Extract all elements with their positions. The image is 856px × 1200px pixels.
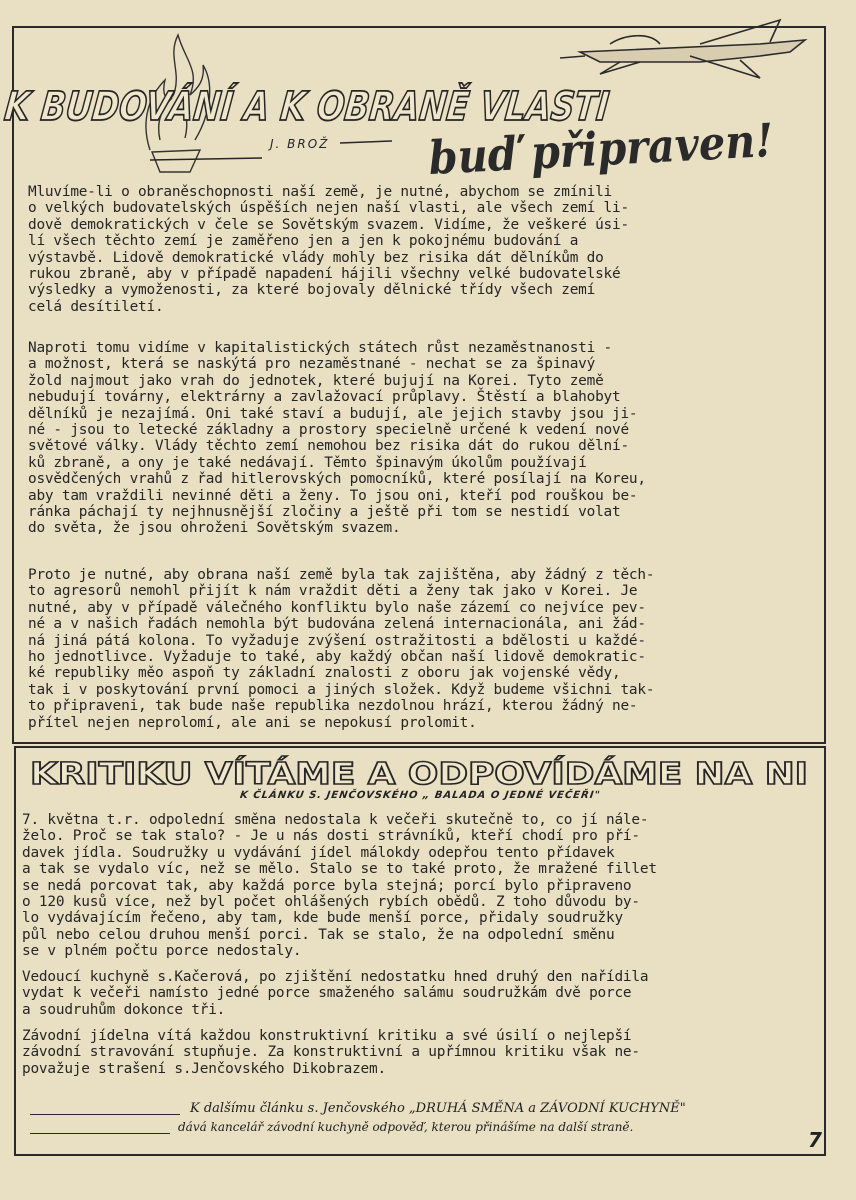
jet-airplane-icon <box>560 20 805 78</box>
article2-title-art <box>30 752 810 792</box>
header-slogan: buď připraven! <box>427 110 814 185</box>
footnote-rule <box>30 1133 170 1134</box>
article2-title: KRITIKU VÍTÁME A ODPOVÍDÁME NA NI <box>30 757 683 792</box>
header-artwork <box>0 0 856 190</box>
article2-subtitle: K ČLÁNKU S. JENČOVSKÉHO „ BALADA O JEDNÉ VEČEŘI" <box>239 790 602 801</box>
header-author: J. BROŽ <box>270 137 330 151</box>
article1-paragraph: Naproti tomu vidíme v kapitalistických státech růst nezaměstnanosti - a možnost, která se naskýtá pro nezaměstnané - nechat se za špinavý žold najmout jako vrah do jednotek, které bujují na Korei. Tyto země nebudují továrny, elektrárny a zavlažovací průplavy. Štěstí a blahobyt dělníků je nezajímá. Oni také staví a budují, ale jejich stavby jsou ji- né - jsou to letecké základny a prostory specielně určené k vedení nové světové války. Vlády těchto zemí nemohou bez risika dát do rukou dělní- ků zbraně, a ony je také nedávají. Těmto špinavým úkolům používají osvědčených vrahů z řad hitlerovských pomocníků, které posílají na Koreu, aby tam vraždili nevinné děti a ženy. To jsou oni, kteří pod rouškou be- ránka páchají ty nejhnusnější zločiny a ještě při tom se nestidí volat do světa, že jsou ohroženi Sovětským svazem. <box>28 340 646 537</box>
page-number: 7 <box>808 1128 822 1152</box>
footnote-line-2: dává kancelář závodní kuchyně odpověď, kterou přinášíme na další straně. <box>178 1120 634 1134</box>
header-title: K BUDOVÁNÍ A K OBRANĚ VLASTI <box>2 84 752 130</box>
article2-paragraph: Závodní jídelna vítá každou konstruktivní kritiku a své úsilí o nejlepší závodní stravování stupňuje. Za konstruktivní a upřímnou kritiku však ne- považuje strašení s.Jenčovského Dikobrazem. <box>22 1028 640 1077</box>
article1-paragraph: Mluvíme-li o obraněschopnosti naší země, je nutné, abychom se zmínili o velkých budovatelských úspěších nejen naší vlasti, ale všech zemí li- dově demokratických v čele se Sovětským svazem. Vidíme, že veškeré úsi- lí všech těchto zemí je zaměřeno jen a jen k pokojnému budování a výstavbě. Lidově demokratické vlády mohly bez risika dát dělníkům do rukou zbraně, aby v případě napadení hájili všechny velké budovatelské výsledky a vymoženosti, za které bojovaly dělnické třídy všech zemí celá desítiletí. <box>28 184 629 315</box>
article2-paragraph: Vedoucí kuchyně s.Kačerová, po zjištění nedostatku hned druhý den nařídila vydat k večeři namísto jedné porce smaženého salámu soudružkám dvě porce a soudruhům dokonce tři. <box>22 969 649 1018</box>
article2-paragraph: 7. května t.r. odpolední směna nedostala k večeři skutečně to, co jí nále- želo. Proč se tak stalo? - Je u nás dosti strávníků, kteří chodí pro pří- davek jídla. Soudružky u vydávání jídel málokdy odepřou tento přídavek a tak se vydalo víc, než se mělo. Stalo se to také proto, že mražené fillet se nedá porcovat tak, aby každá porce byla stejná; porcí bylo připraveno o 120 kusů více, než byl počet ohlášených rybích obědů. Z toho důvodu by- lo vydávajícím řečeno, aby tam, kde bude menší porce, přidaly soudružky půl nebo celou druhou menší porci. Tak se stalo, že na odpolední směnu se v plném počtu porce nedostaly. <box>22 812 657 960</box>
article1-paragraph: Proto je nutné, aby obrana naší země byla tak zajištěna, aby žádný z těch- to agresorů nemohl přijít k nám vraždit děti a ženy tak jako v Korei. Je nutné, aby v případě válečného konfliktu bylo naše zázemí co nejvíce pev- né a v našich řadách nemohla být budována zelená internacionála, ani žád- ná jiná pátá kolona. To vyžaduje zvýšení ostražitosti a bdělosti u každé- ho jednotlivce. Vyžaduje to také, aby každý občan naší lidově demokratic- ké republiky měo aspoň ty základní znalosti z oboru jak vojenské vědy, tak i v poskytování první pomoci a jiných složek. Když budeme všichni tak- to připraveni, tak bude naše republika nezdolnou hrází, kterou žádný ne- přítel nejen neprolomí, ale ani se nepokusí prolomit. <box>28 567 655 731</box>
footnote-line-1: K dalšímu článku s. Jenčovského „DRUHÁ SMĚNA a ZÁVODNÍ KUCHYNĚ" <box>190 1101 686 1116</box>
footnote-rule <box>30 1114 180 1115</box>
